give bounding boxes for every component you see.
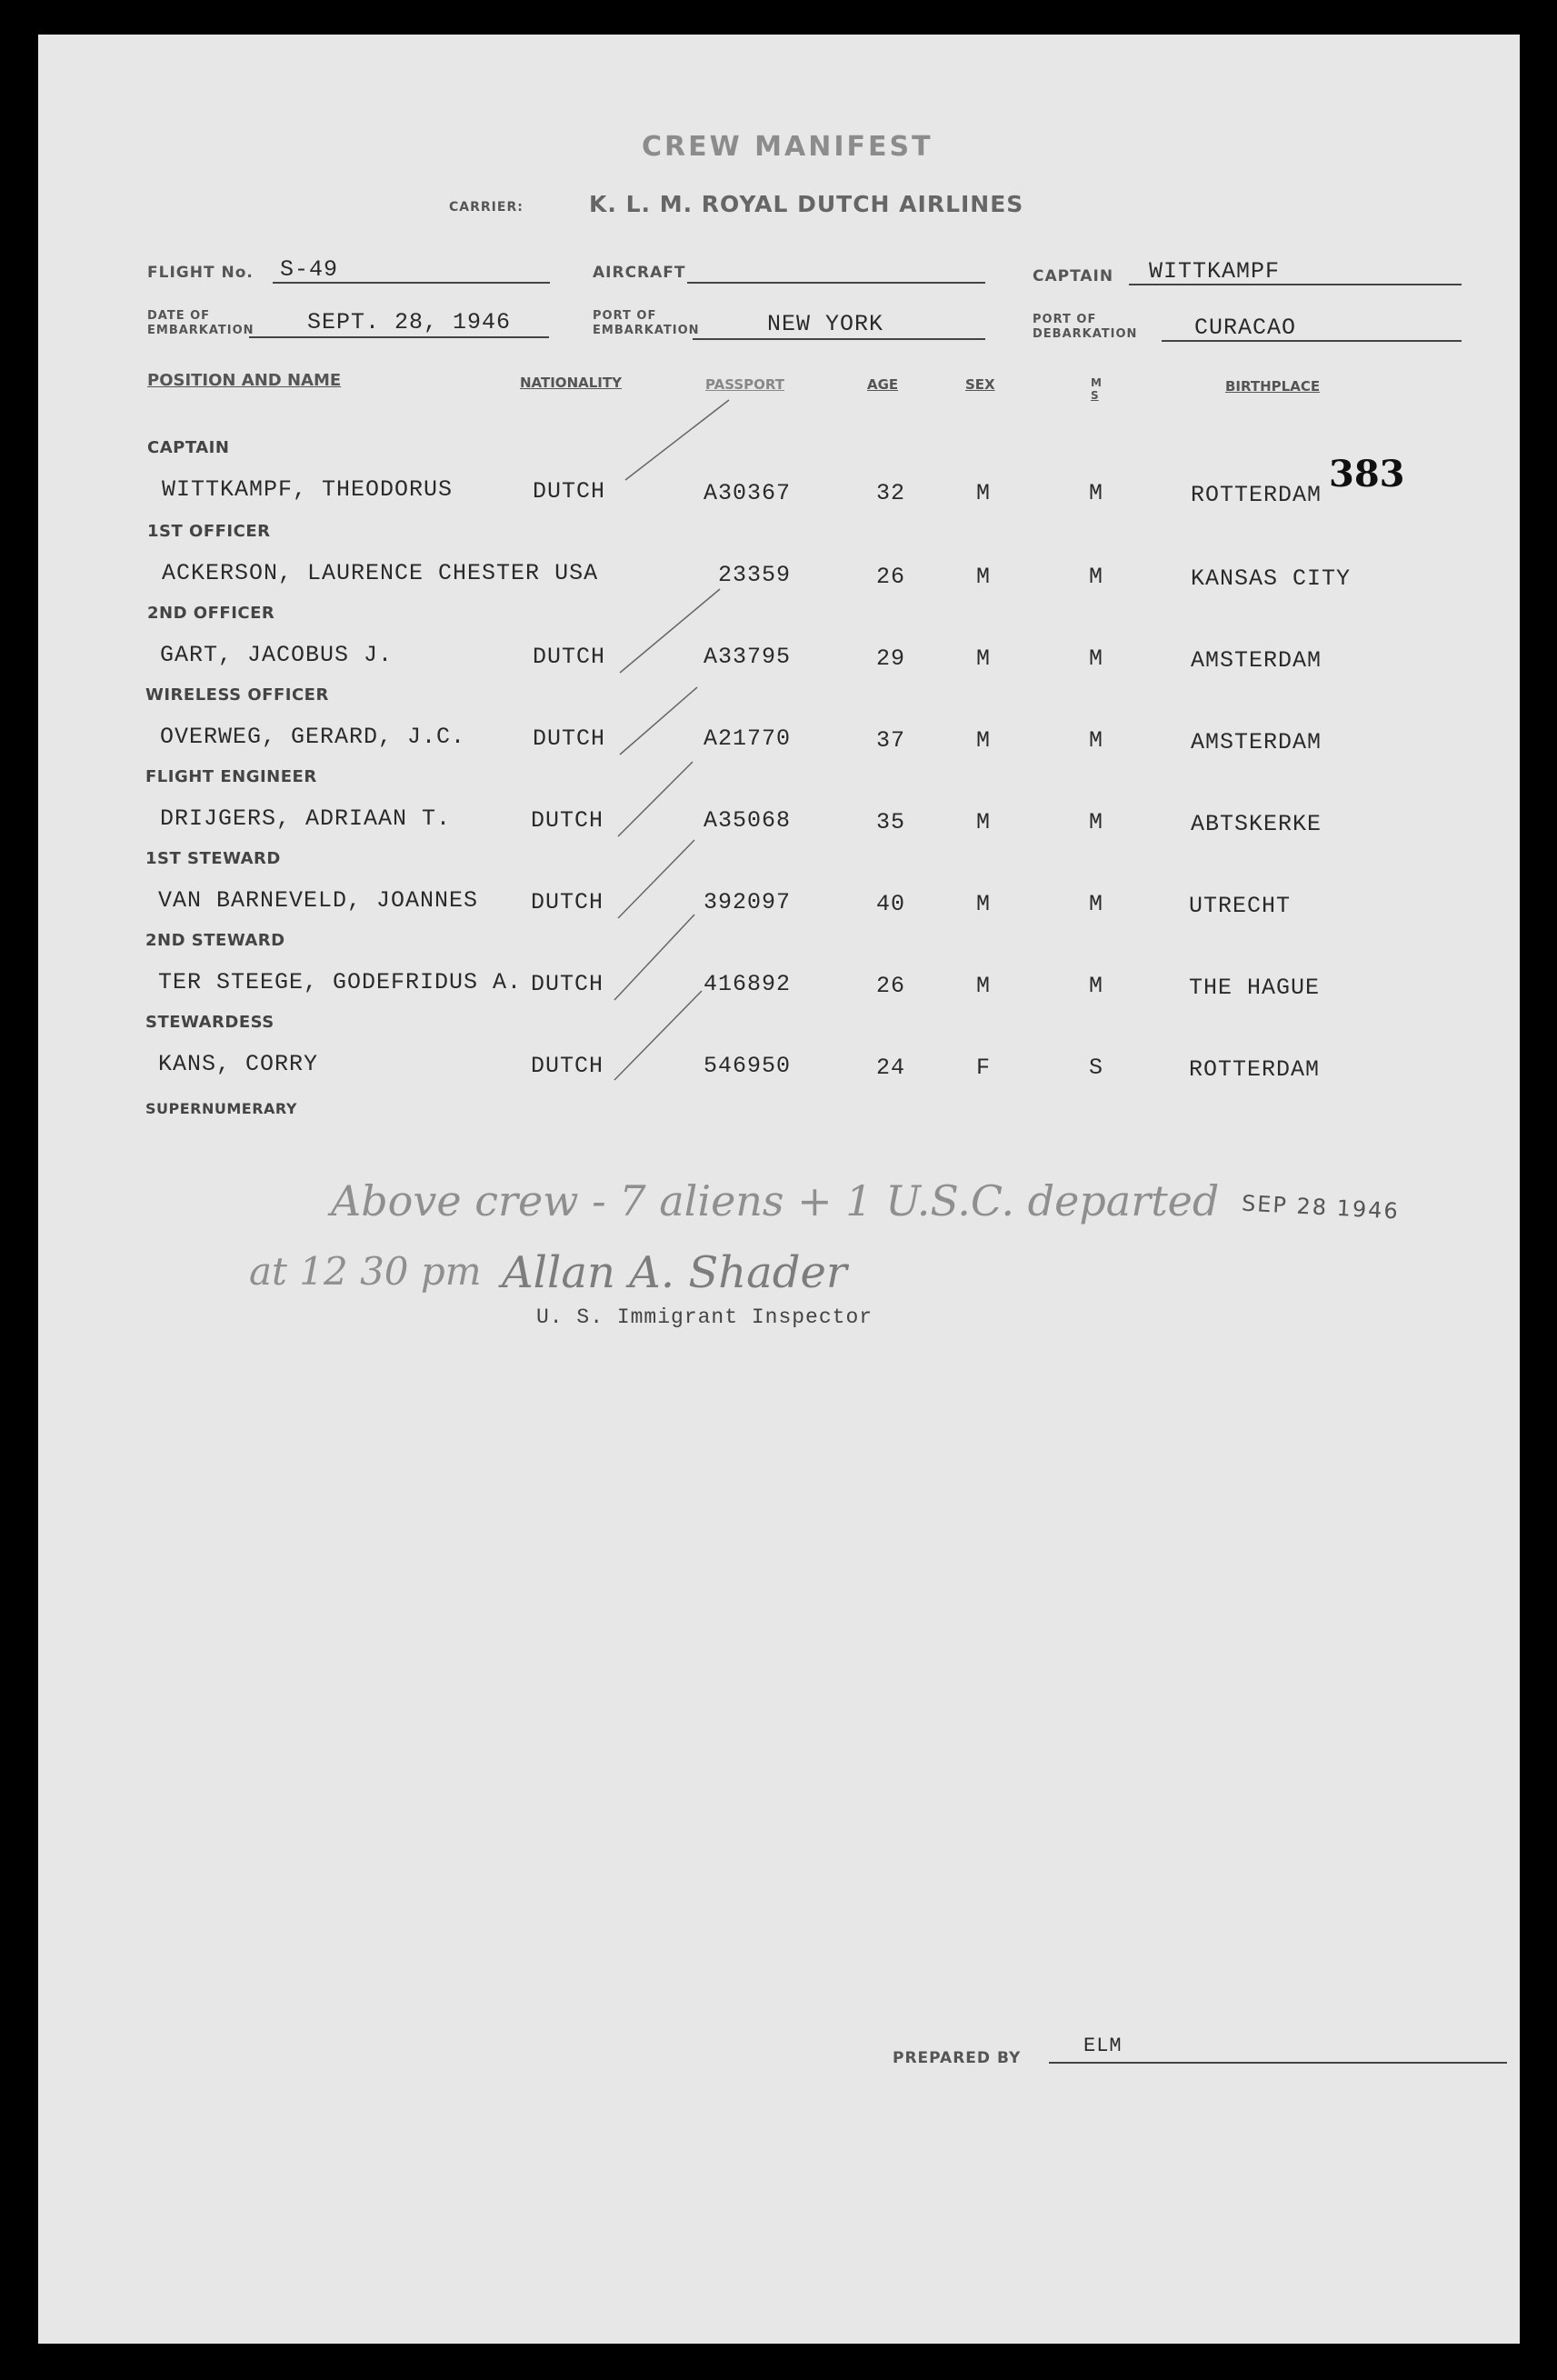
crew-name: KANS, CORRY	[158, 1051, 319, 1077]
crew-birthplace: ROTTERDAM	[1189, 1056, 1321, 1083]
port-debarkation-value: CURACAO	[1194, 315, 1297, 341]
date-embarkation-value: SEPT. 28, 1946	[307, 309, 512, 335]
crew-passport: 23359	[718, 562, 792, 588]
crew-passport: A33795	[704, 644, 792, 670]
crew-ms: M	[1089, 891, 1104, 917]
crew-position: 1ST STEWARD	[145, 849, 281, 868]
crew-name: WITTKAMPF, THEODORUS	[162, 476, 454, 503]
crew-ms: S	[1089, 1055, 1104, 1081]
crew-birthplace: UTRECHT	[1189, 893, 1292, 919]
crew-birthplace: ROTTERDAM	[1191, 482, 1322, 508]
crew-passport: A21770	[704, 725, 792, 752]
flight-no-label: FLIGHT No.	[147, 264, 254, 282]
document-title: CREW MANIFEST	[642, 131, 933, 163]
flight-no-value: S-49	[280, 256, 339, 283]
col-ms-top: M	[1091, 376, 1102, 389]
col-birthplace: BIRTHPLACE	[1225, 378, 1321, 395]
crew-birthplace: THE HAGUE	[1189, 975, 1321, 1001]
col-sex: SEX	[965, 376, 995, 393]
crew-passport: 392097	[704, 889, 792, 915]
crew-position: WIRELESS OFFICER	[145, 685, 329, 705]
crew-position: 2ND OFFICER	[147, 604, 275, 623]
aircraft-label: AIRCRAFT	[593, 264, 686, 282]
col-age: AGE	[867, 376, 899, 393]
crew-nationality: DUTCH	[531, 971, 604, 997]
port-embarkation-label-top: PORT OF	[593, 309, 657, 323]
crew-birthplace: KANSAS CITY	[1191, 565, 1352, 592]
crew-age: 24	[876, 1055, 906, 1081]
crew-ms: M	[1089, 564, 1104, 590]
crew-age: 26	[876, 564, 906, 590]
carrier-value: K. L. M. ROYAL DUTCH AIRLINES	[589, 191, 1024, 217]
crew-name: ACKERSON, LAURENCE CHESTER USA	[162, 560, 599, 586]
crew-ms: M	[1089, 480, 1104, 506]
crew-position: 1ST OFFICER	[147, 522, 271, 541]
prepared-by-label: PREPARED BY	[893, 2049, 1022, 2067]
crew-birthplace: ABTSKERKE	[1191, 811, 1322, 837]
crew-ms: M	[1089, 645, 1104, 672]
crew-name: VAN BARNEVELD, JOANNES	[158, 887, 479, 914]
manifest-sheet	[38, 35, 1520, 2344]
crew-sex: M	[976, 973, 992, 999]
port-embarkation-value: NEW YORK	[767, 311, 884, 337]
inspector-label: U. S. Immigrant Inspector	[536, 1305, 873, 1329]
crew-ms: M	[1089, 973, 1104, 999]
col-passport: PASSPORT	[705, 376, 785, 393]
col-ms-bottom: S	[1091, 389, 1099, 402]
crew-ms: M	[1089, 727, 1104, 754]
crew-birthplace: AMSTERDAM	[1191, 647, 1322, 674]
crew-position: CAPTAIN	[147, 438, 230, 457]
ditto-marks	[38, 35, 1520, 1216]
crew-age: 37	[876, 727, 906, 754]
port-debarkation-label-bottom: DEBARKATION	[1033, 327, 1138, 341]
crew-name: OVERWEG, GERARD, J.C.	[160, 724, 466, 750]
crew-sex: M	[976, 891, 992, 917]
crew-age: 29	[876, 645, 906, 672]
crew-nationality: DUTCH	[531, 889, 604, 915]
crew-name: DRIJGERS, ADRIAAN T.	[160, 805, 452, 832]
crew-sex: M	[976, 645, 992, 672]
carrier-label: CARRIER:	[449, 200, 524, 215]
crew-sex: M	[976, 564, 992, 590]
crew-age: 35	[876, 809, 906, 835]
crew-nationality: DUTCH	[531, 1053, 604, 1079]
crew-age: 32	[876, 480, 906, 506]
crew-nationality: DUTCH	[533, 478, 606, 505]
col-nationality: NATIONALITY	[520, 375, 622, 391]
port-debarkation-label-top: PORT OF	[1033, 313, 1097, 326]
captain-field-value: WITTKAMPF	[1149, 258, 1281, 285]
crew-position: STEWARDESS	[145, 1013, 274, 1032]
prepared-by-value: ELM	[1083, 2035, 1123, 2057]
crew-name: TER STEEGE, GODEFRIDUS A.	[158, 969, 523, 995]
crew-age: 26	[876, 973, 906, 999]
crew-position: FLIGHT ENGINEER	[145, 767, 317, 786]
crew-passport: A30367	[704, 480, 792, 506]
crew-position: 2ND STEWARD	[145, 931, 285, 950]
crew-passport: 546950	[704, 1053, 792, 1079]
date-embarkation-label-top: DATE OF	[147, 309, 211, 323]
crew-sex: M	[976, 480, 992, 506]
crew-age: 40	[876, 891, 906, 917]
col-position-name: POSITION AND NAME	[147, 371, 342, 390]
handwritten-note-line2: at 12 30 pm	[249, 1249, 482, 1294]
crew-sex: M	[976, 727, 992, 754]
supernumerary-label: SUPERNUMERARY	[145, 1100, 297, 1117]
handwritten-note-line1: Above crew - 7 aliens + 1 U.S.C. departed	[331, 1176, 1220, 1225]
date-embarkation-label-bottom: EMBARKATION	[147, 324, 255, 337]
crew-ms: M	[1089, 809, 1104, 835]
port-embarkation-label-bottom: EMBARKATION	[593, 324, 700, 337]
stamp-date: SEP 28 1946	[1241, 1190, 1401, 1225]
crew-birthplace: AMSTERDAM	[1191, 729, 1322, 755]
page-number: 383	[1329, 453, 1405, 495]
captain-field-label: CAPTAIN	[1033, 267, 1114, 285]
crew-sex: F	[976, 1055, 992, 1081]
crew-sex: M	[976, 809, 992, 835]
crew-passport: 416892	[704, 971, 792, 997]
crew-passport: A35068	[704, 807, 792, 834]
crew-nationality: DUTCH	[533, 644, 606, 670]
crew-nationality: DUTCH	[531, 807, 604, 834]
crew-nationality: DUTCH	[533, 725, 606, 752]
inspector-signature: Allan A. Shader	[502, 1247, 847, 1298]
crew-name: GART, JACOBUS J.	[160, 642, 394, 668]
